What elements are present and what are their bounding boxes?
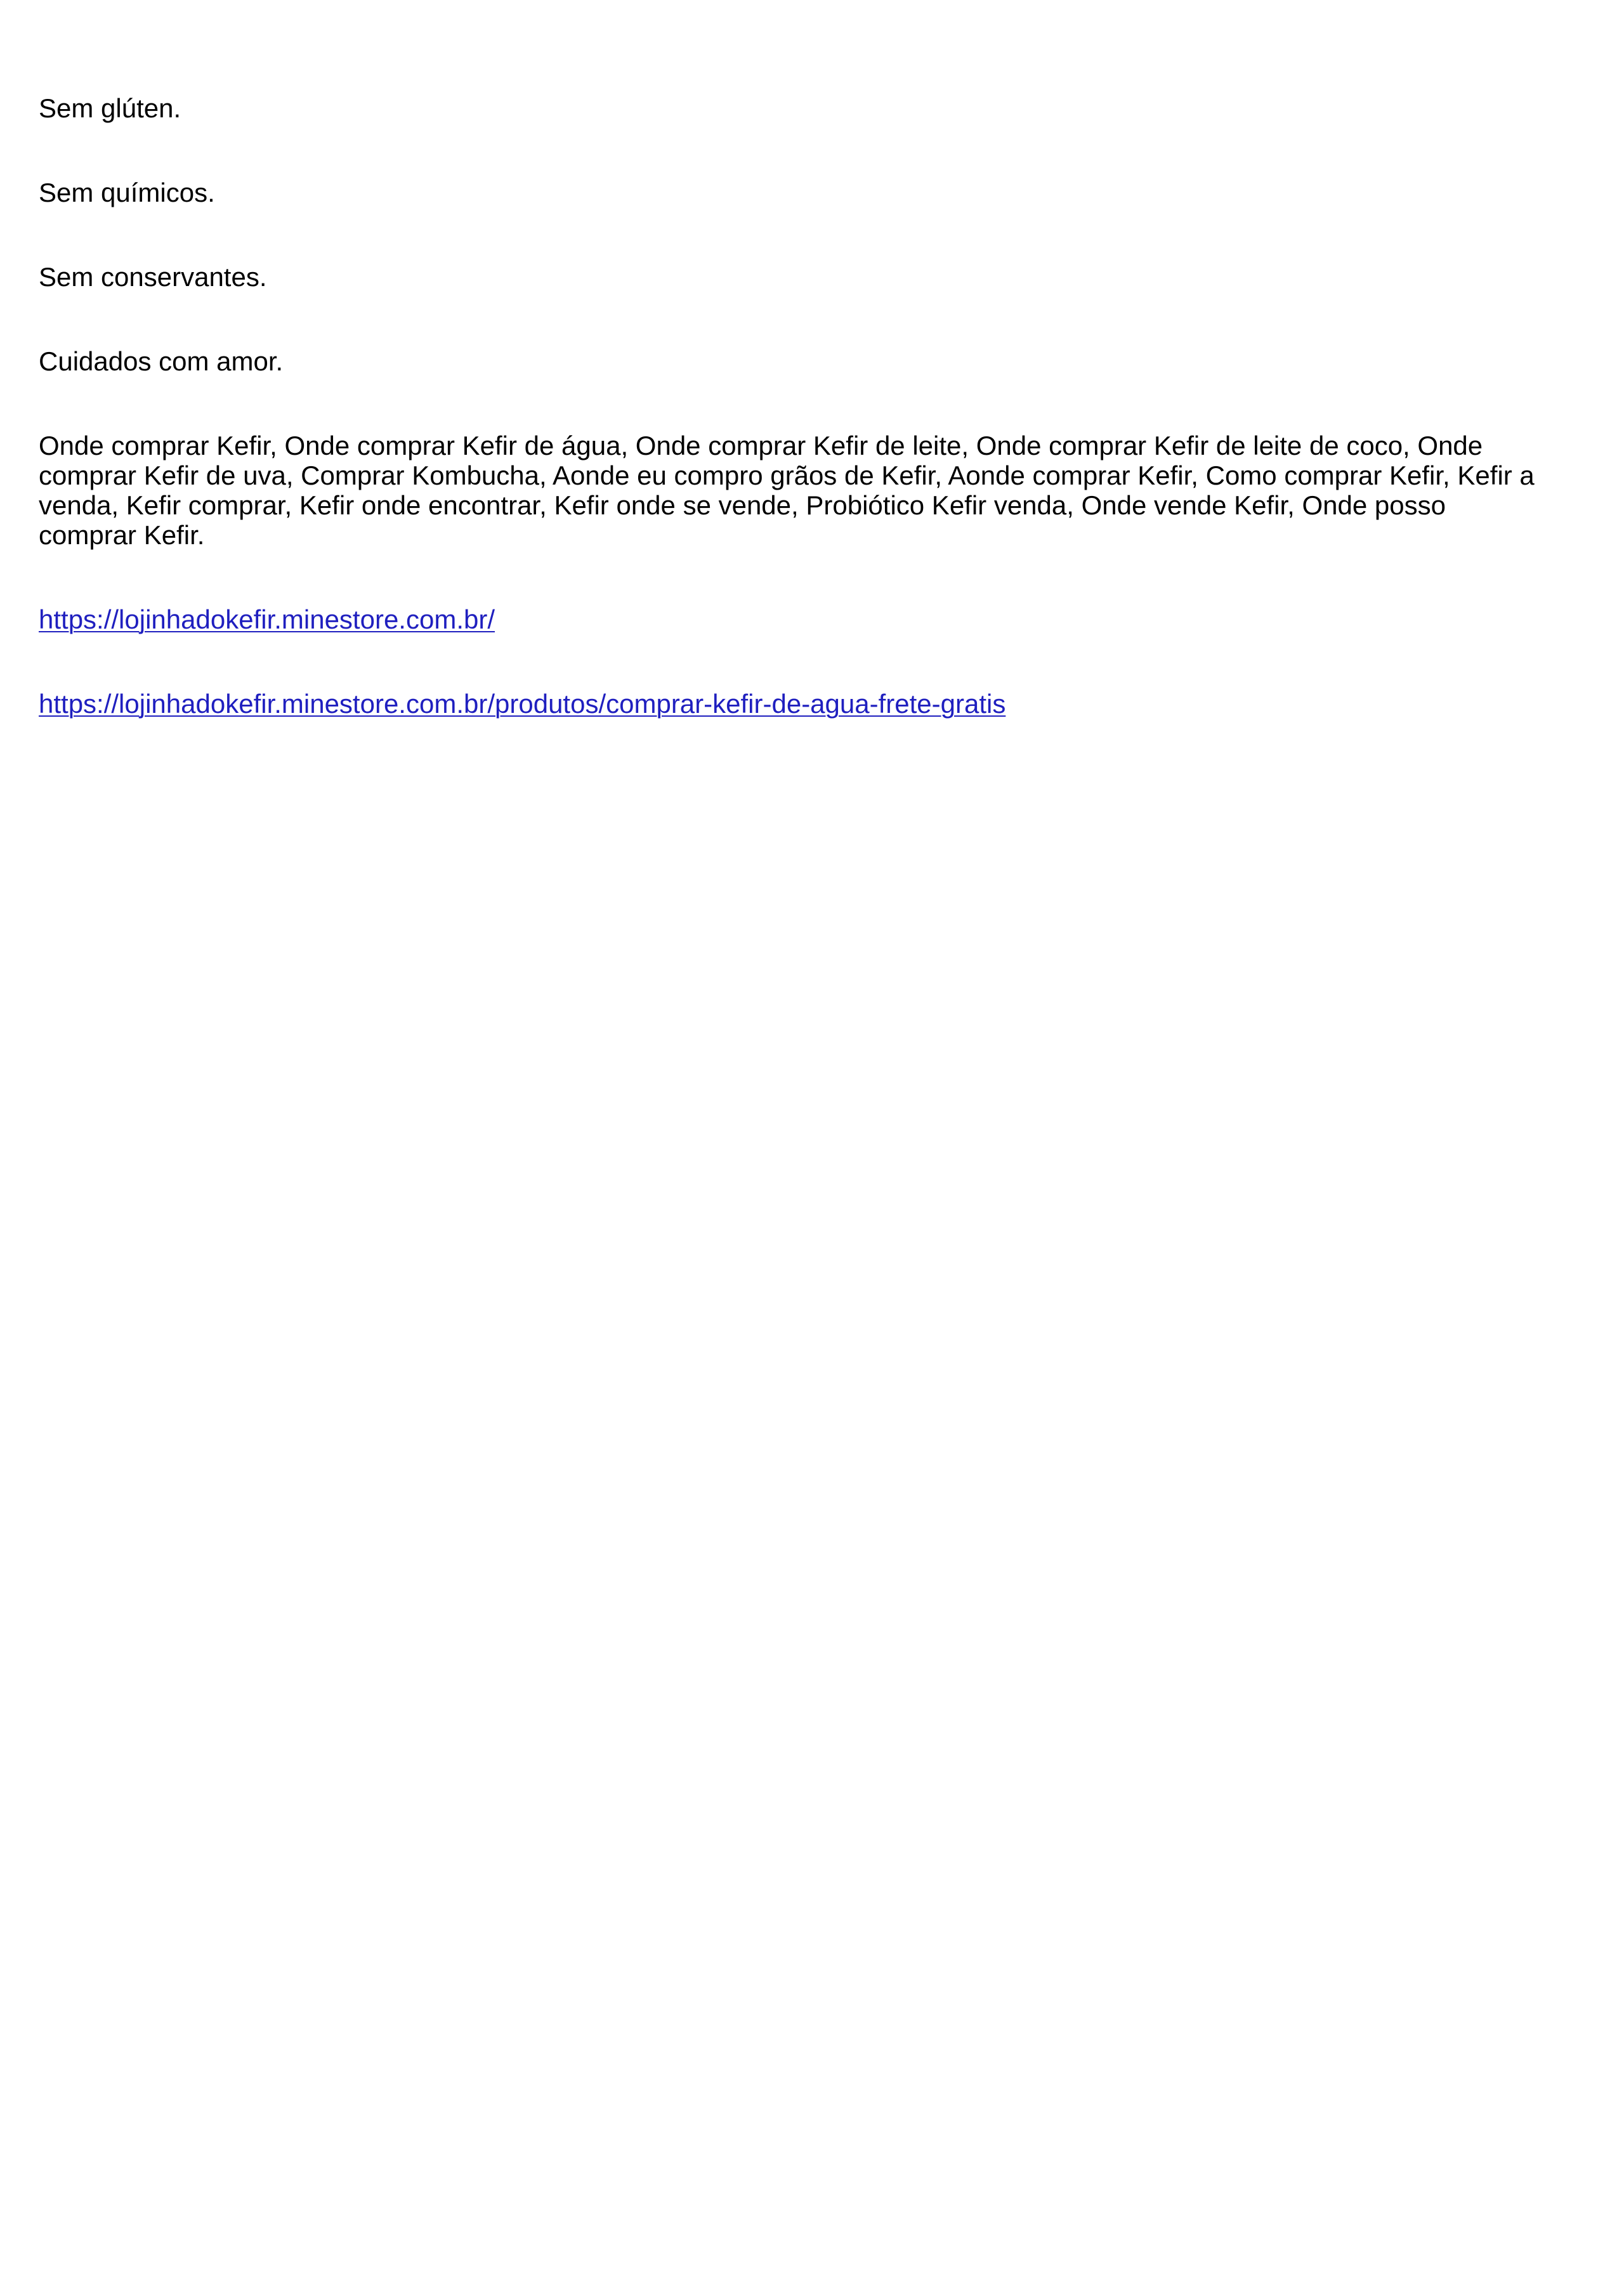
keywords-paragraph xyxy=(39,431,1535,550)
keywords-line: comprar Kefir de uva, Comprar Kombucha, Aonde eu compro grãos de Kefir, Aonde comprar Kefir, Como comprar Kefir, Kefir a xyxy=(39,460,1535,490)
paragraph-sem-gluten: Sem glúten. xyxy=(39,93,181,123)
paragraph-sem-conservantes: Sem conservantes. xyxy=(39,262,267,292)
paragraph-cuidados-com-amor: Cuidados com amor. xyxy=(39,346,284,376)
product-page-link[interactable]: https://lojinhadokefir.minestore.com.br/produtos/comprar-kefir-de-agua-frete-gratis xyxy=(39,689,1006,719)
link-paragraph-store xyxy=(39,604,495,634)
store-home-link[interactable]: https://lojinhadokefir.minestore.com.br/ xyxy=(39,604,495,634)
keywords-line: venda, Kefir comprar, Kefir onde encontrar, Kefir onde se vende, Probiótico Kefir venda, Onde vende Kefir, Onde posso xyxy=(39,490,1446,520)
paragraph-sem-quimicos: Sem químicos. xyxy=(39,178,215,207)
link-paragraph-product xyxy=(39,689,1005,719)
keywords-line: Onde comprar Kefir, Onde comprar Kefir de água, Onde comprar Kefir de leite, Onde comprar Kefir de leite de coco, Onde xyxy=(39,431,1483,460)
keywords-line: comprar Kefir. xyxy=(39,520,205,550)
